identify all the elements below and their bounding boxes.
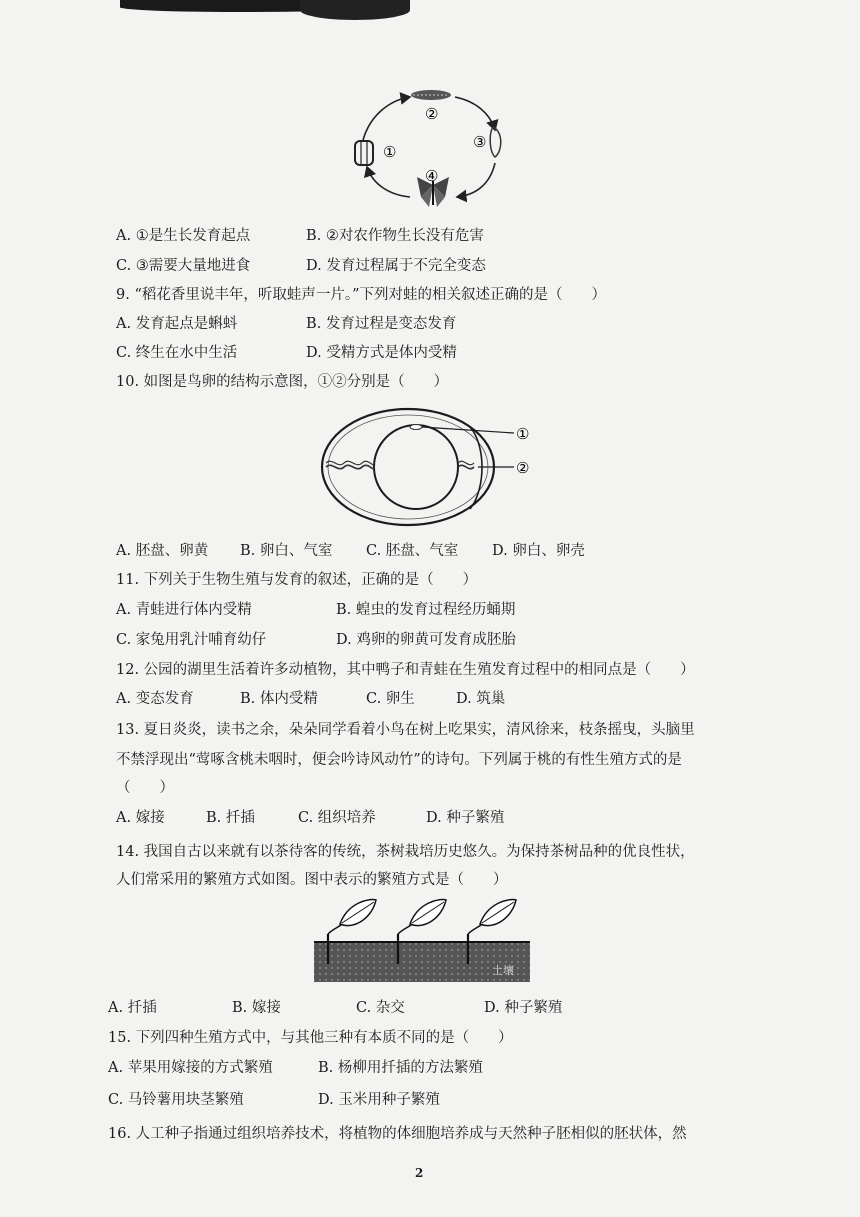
option-c: C. 卵生 [366, 691, 415, 707]
egg-icon [355, 141, 373, 165]
cutting-propagation-diagram [312, 894, 532, 986]
diagram-label: ② [516, 459, 530, 477]
diagram-label: ① [516, 425, 530, 443]
option-a: A. ①是生长发育起点 [116, 228, 251, 244]
bird-egg-diagram [318, 405, 548, 535]
option-d: D. 受精方式是体内受精 [306, 345, 457, 361]
option-a: A. 胚盘、卵黄 [116, 543, 209, 559]
q13-stem-line2: 不禁浮现出“莺啄含桃未咽时，便会吟诗风动竹”的诗句。下列属于桃的有性生殖方式的是 [116, 752, 682, 768]
soil-label: 土壤 [492, 964, 514, 977]
q15-stem: 15. 下列四种生殖方式中，与其他三种有本质不同的是（ ） [108, 1030, 513, 1046]
q12-stem: 12. 公园的湖里生活着许多动植物，其中鸭子和青蛙在生殖发育过程中的相同点是（ ） [116, 662, 695, 678]
option-d: D. 鸡卵的卵黄可发育成胚胎 [336, 632, 516, 648]
q11-stem: 11. 下列关于生物生殖与发育的叙述，正确的是（ ） [116, 572, 478, 588]
option-a: A. 变态发育 [116, 691, 194, 707]
diagram-label: ① [383, 143, 397, 161]
insect-life-cycle-diagram [345, 85, 515, 215]
option-d: D. 筑巢 [456, 691, 506, 707]
option-d: D. 种子繁殖 [426, 810, 505, 826]
option-b: B. 蝗虫的发育过程经历蛹期 [336, 602, 516, 618]
q10-stem: 10. 如图是鸟卵的结构示意图，①②分别是（ ） [116, 374, 449, 390]
q13-stem-line1: 13. 夏日炎炎，读书之余，朵朵同学看着小鸟在树上吃果实，清风徐来，枝条摇曳，头脑里 [116, 722, 695, 738]
scan-shadow [300, 0, 410, 20]
option-c: C. 家兔用乳汁哺育幼仔 [116, 632, 267, 648]
q14-stem-line1: 14. 我国自古以来就有以茶待客的传统，茶树栽培历史悠久。为保持茶树品种的优良性状， [116, 844, 695, 860]
option-d: D. 玉米用种子繁殖 [318, 1092, 440, 1108]
option-d: D. 卵白、卵壳 [492, 543, 585, 559]
option-c: C. ③需要大量地进食 [116, 258, 251, 274]
option-c: C. 胚盘、气室 [366, 543, 459, 559]
diagram-label: ③ [473, 133, 487, 151]
option-b: B. ②对农作物生长没有危害 [306, 228, 484, 244]
option-c: C. 终生在水中生活 [116, 345, 238, 361]
option-b: B. 扦插 [206, 810, 255, 826]
option-a: A. 嫁接 [116, 810, 165, 826]
q9-stem: 9. “稻花香里说丰年，听取蛙声一片。”下列对蛙的相关叙述正确的是（ ） [116, 287, 607, 303]
diagram-label: ④ [425, 167, 439, 185]
pupa-icon [490, 127, 501, 157]
option-b: B. 卵白、气室 [240, 543, 333, 559]
option-b: B. 发育过程是变态发育 [306, 316, 457, 332]
option-d: D. 发育过程属于不完全变态 [306, 258, 486, 274]
option-b: B. 体内受精 [240, 691, 318, 707]
option-a: A. 扦插 [108, 1000, 157, 1016]
option-b: B. 嫁接 [232, 1000, 281, 1016]
diagram-label: ② [425, 105, 439, 123]
option-c: C. 杂交 [356, 1000, 405, 1016]
q14-stem-line2: 人们常采用的繁殖方式如图。图中表示的繁殖方式是（ ） [116, 872, 508, 888]
page-number: 2 [415, 1166, 424, 1180]
option-a: A. 苹果用嫁接的方式繁殖 [108, 1060, 273, 1076]
larva-icon [411, 90, 451, 100]
option-d: D. 种子繁殖 [484, 1000, 563, 1016]
option-a: A. 发育起点是蝌蚪 [116, 316, 238, 332]
option-b: B. 杨柳用扦插的方法繁殖 [318, 1060, 483, 1076]
q13-stem-line3: （ ） [116, 780, 174, 796]
q16-stem: 16. 人工种子指通过组织培养技术，将植物的体细胞培养成与天然种子胚相似的胚状体，然 [108, 1126, 687, 1142]
option-a: A. 青蛙进行体内受精 [116, 602, 252, 618]
option-c: C. 组织培养 [298, 810, 376, 826]
option-c: C. 马铃薯用块茎繁殖 [108, 1092, 244, 1108]
